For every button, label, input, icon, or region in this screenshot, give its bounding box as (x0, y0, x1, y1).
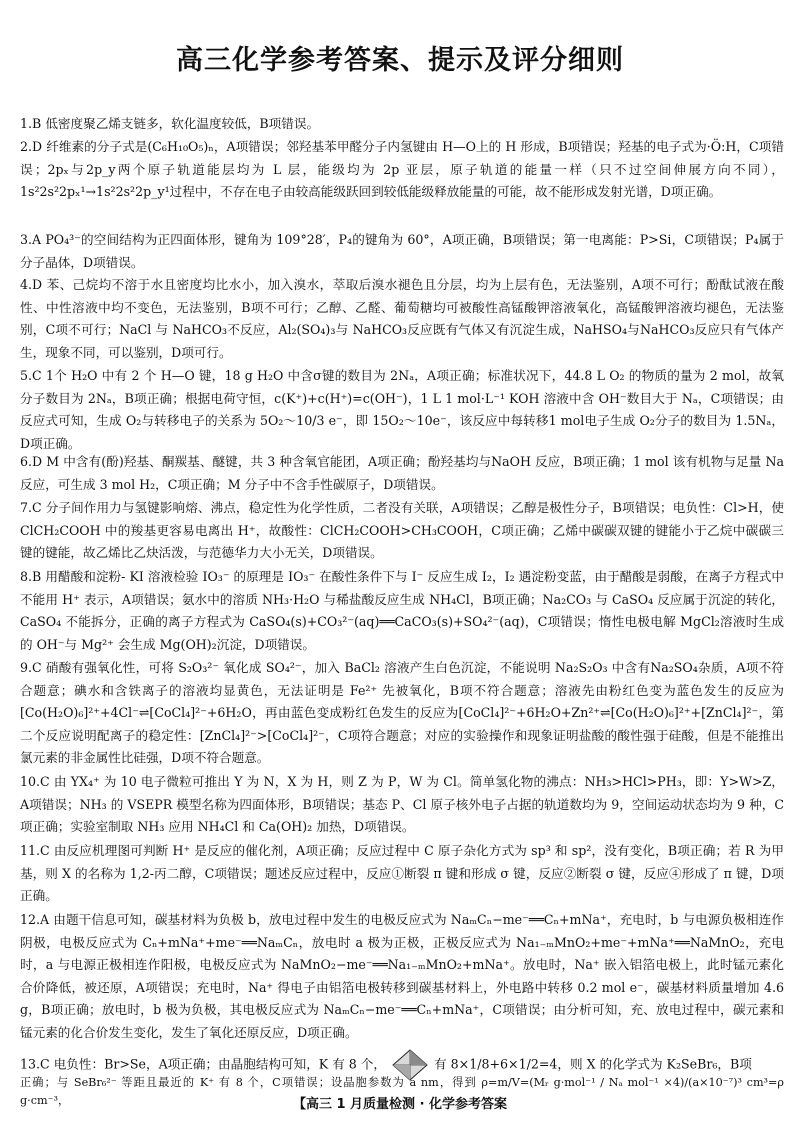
item-number: 8. (20, 569, 33, 584)
item-explanation: 由题干信息可知，碳基材料为负极 b，放电过程中发生的电极反应式为 NaₘCₙ−me⁻══Cₙ+mNa⁺，充电时，b 与电源负极相连作阴极，电极反应式为 Cₙ+mNa⁺+me⁻══NaₘCₙ，放电时 a 极为正极，正极反应式为 Na₁₋ₘMnO₂+me⁻+mNa⁺══NaMnO₂，充电时，a 与电源正极相连作阳极，电极反应式为 NaMnO₂−me⁻══Na₁₋ₘMnO₂+mNa⁺。放电时，Na⁺ 嵌入铝箔电极上，此时锰元素化合价降低，被还原，A项错误；充电时，Na⁺ 得电子由铝箔电极转移到碳基材料上，外电路中转移 0.2 mol e⁻，碳基材料质量增加 4.6 g，B项正确；放电时，b 极为负极，其电极反应式为 NaₘCₙ−me⁻══Cₙ+mNa⁺，C项错误；由分析可知，充、放电过程中，碳元素和锰元素的化合价发生变化，发生了氧化还原反应，D项正确。 (20, 912, 784, 1040)
item-answer: C (32, 660, 42, 675)
item-explanation-part-a: 电负性：Br>Se，A项正确；由晶胞结构可知，K 有 8 个， (53, 1056, 386, 1072)
answer-item-3 (20, 229, 784, 275)
item-answer: D (32, 139, 43, 154)
answer-item-1 (20, 113, 784, 136)
item-explanation: 用醋酸和淀粉- KI 溶液检验 IO₃⁻ 的原理是 IO₃⁻ 在酸性条件下与 I⁻ 反应生成 I₂，I₂ 遇淀粉变蓝，由于醋酸是弱酸，在离子方程式中不能用 H⁺ 表示，A项错误；氨水中的溶质 NH₃·H₂O 与稀盐酸反应生成 NH₄Cl，B项正确；Na₂CO₃ 与 CaSO₄ 反应属于沉淀的转化，CaSO₄ 不能拆分，正确的离子方程式为 CaSO₄(s)+CO₃²⁻(aq)══CaCO₃(s)+SO₄²⁻(aq)，C项错误；惰性电极电解 MgCl₂溶液时生成的 OH⁻与 Mg²⁺ 会生成 Mg(OH)₂沉淀，D项错误。 (20, 569, 784, 652)
item-number: 6. (20, 454, 33, 469)
item-answer: C (40, 843, 50, 858)
answer-item-6 (20, 451, 784, 497)
answer-item-13 (20, 1048, 784, 1074)
item-explanation: 1个 H₂O 中有 2 个 H—O 键，18 g H₂O 中含σ键的数目为 2Nₐ，A项正确；标准状况下，44.8 L O₂ 的物质的量为 2 mol，故氧分子数目为 2Nₐ，B项正确；根据电荷守恒，c(K⁺)+c(H⁺)=c(OH⁻)，1 L 1 mol·L⁻¹ KOH 溶液中含 OH⁻数目大于 Nₐ，C项错误；由反应式可知，生成 O₂与转移电子的关系为 5O₂～10/3 e⁻，即 15O₂～10e⁻，该反应中每转移1 mol电子生成 O₂分子的数目为 1.5Nₐ，D项正确。 (20, 368, 784, 451)
item-answer: C (40, 1056, 50, 1072)
item-answer: D (32, 454, 43, 469)
item-number: 4. (20, 277, 33, 292)
item-number: 2. (20, 139, 33, 154)
item-explanation: 由反应机理图可判断 H⁺ 是反应的催化剂，A项正确；反应过程中 C 原子杂化方式为 sp³ 和 sp²，没有变化，B项正确；若 R 为甲基，则 X 的名称为 1,2-丙二醇，C项错误；题述反应过程中，反应①断裂 π 键和形成 σ 键，反应②断裂 σ 键，反应④形成了 π 键，D项正确。 (20, 843, 784, 904)
answer-item-2 (20, 136, 784, 228)
item-explanation: 分子间作用力与氢键影响熔、沸点，稳定性为化学性质，二者没有关联，A项错误；乙醇是极性分子，B项错误；电负性：Cl>H，使 ClCH₂COOH 中的羧基更容易电离出 H⁺，故酸性：ClCH₂COOH>CH₃COOH，C项正确；乙烯中碳碳双键的键能小于乙烷中碳碳三键的键能，故乙烯比乙炔活泼，与范德华力大小无关，D项错误。 (20, 500, 784, 561)
item-explanation: 纤维素的分子式是(C₆H₁₀O₅)ₙ，A项错误；邻羟基苯甲醛分子内氢键由 H—O上的 H 形成，B项错误；羟基的电子式为·Ö:H，C项错误；2pₓ与2p_y两个原子轨道能层均为 L 层，能级均为 2p 亚层，原子轨道的能量一样（只不过空间伸展方向不同），1s²2s²2pₓ¹→1s²2s²2p_y¹过程中，不存在电子由较高能级跃回到较低能级释放能量的可能，故不能形成发射光谱，D项正确。 (20, 139, 784, 200)
item-number: 13. (20, 1056, 41, 1072)
page-title: 高三化学参考答案、提示及评分细则 (176, 45, 624, 76)
item-number: 11. (20, 843, 41, 858)
item-answer: A (32, 232, 42, 247)
item-answer: B (32, 569, 42, 584)
answer-item-11 (20, 840, 784, 909)
answer-item-10 (20, 771, 784, 840)
item-explanation: 硝酸有强氧化性，可将 S₂O₃²⁻ 氧化成 SO₄²⁻，加入 BaCl₂ 溶液产生白色沉淀，不能说明 Na₂S₂O₃ 中含有Na₂SO₄杂质，A项不符合题意；碘水和含铁离子的溶液均显黄色，无法证明是 Fe²⁺ 先被氧化，B项不符合题意；溶液先由粉红色变为蓝色发生的反应为[Co(H₂O)₆]²⁺+4Cl⁻⇌[CoCl₄]²⁻+6H₂O，再由蓝色变成粉红色发生的反应为[CoCl₄]²⁻+6H₂O+Zn²⁺⇌[Co(H₂O)₆]²⁺+[ZnCl₄]²⁻，第二个反应说明配离子的稳定性：[ZnCl₄]²⁻>[CoCl₄]²⁻，C项符合题意；对应的实验操作和现象证明盐酸的酸性强于硅酸，但是不能推出氯元素的非金属性比硅强，D项不符合题意。 (20, 660, 784, 766)
answer-item-8 (20, 566, 784, 657)
answer-item-4 (20, 274, 784, 365)
item-answer: C (32, 368, 42, 383)
item-number: 12. (20, 912, 41, 927)
item-answer: B (32, 116, 42, 131)
item-explanation: M 中含有(酚)羟基、酮羰基、醚键，共 3 种含氧官能团，A项正确；酚羟基均与NaOH 反应，B项正确；1 mol 该有机物与足量 Na 反应，可生成 3 mol H₂，C项正确；M 分子中不含手性碳原子，D项错误。 (20, 454, 784, 492)
item-explanation: 苯、己烷均不溶于水且密度均比水小，加入溴水，萃取后溴水褪色且分层，均为上层有色，无法鉴别，A项不可行；酚酞试液在酸性、中性溶液中均不变色，无法鉴别，B项不可行；乙醇、乙醛、葡萄糖均可被酸性高锰酸钾溶液氧化，高锰酸钾溶液均褪色，无法鉴别，C项不可行；NaCl 与 NaHCO₃不反应，Al₂(SO₄)₃与 NaHCO₃反应既有气体又有沉淀生成，NaHSO₄与NaHCO₃反应只有气体产生，现象不同，可以鉴别，D项可行。 (20, 277, 784, 360)
item-explanation: 由 YX₄⁺ 为 10 电子微粒可推出 Y 为 N，X 为 H，则 Z 为 P，W 为 Cl。简单氢化物的沸点：NH₃>HCl>PH₃，即：Y>W>Z，A项错误；NH₃ 的 VSEPR 模型名称为四面体形，B项错误；基态 P、Cl 原子核外电子占据的轨道数均为 9，空间运动状态均为 9 种，C项正确；实验室制取 NH₃ 应用 NH₄Cl 和 Ca(OH)₂ 加热，D项错误。 (20, 774, 784, 835)
item-answer: C (40, 774, 50, 789)
item-number: 1. (20, 116, 33, 131)
item-number: 10. (20, 774, 41, 789)
item-answer: A (40, 912, 50, 927)
page-footer: 【高三 1 月质量检测 · 化学参考答案 (292, 1097, 508, 1112)
item-answer: D (32, 277, 43, 292)
item-answer: C (32, 500, 42, 515)
item-number: 7. (20, 500, 33, 515)
answer-item-12 (20, 909, 784, 1046)
item-number: 3. (20, 232, 33, 247)
item-number: 9. (20, 660, 33, 675)
answer-item-7 (20, 497, 784, 566)
item-explanation-part-b: 有 8×1/8+6×1/2=4，则 X 的化学式为 K₂SeBr₆，B项 (434, 1056, 752, 1072)
item-number: 5. (20, 368, 33, 383)
answer-item-5 (20, 365, 784, 455)
item-explanation: PO₄³⁻的空间结构为正四面体形，键角为 109°28′，P₄的键角为 60°，A项正确，B项错误；第一电离能：P>Si，C项错误；P₄属于分子晶体，D项错误。 (20, 232, 784, 270)
item-explanation-part-c: 正确；与 SeBr₆²⁻ 等距且最近的 K⁺ 有 8 个，C项错误；设晶胞参数为 a nm，得到 ρ=m/V=(Mᵣ g·mol⁻¹ / Nₐ mol⁻¹ ×4)/(a×10⁻⁷)³ cm³=ρ g·cm⁻³， (20, 1076, 784, 1107)
item-explanation: 低密度聚乙烯支链多，软化温度较低，B项错误。 (45, 116, 320, 131)
answer-item-9 (20, 657, 784, 771)
